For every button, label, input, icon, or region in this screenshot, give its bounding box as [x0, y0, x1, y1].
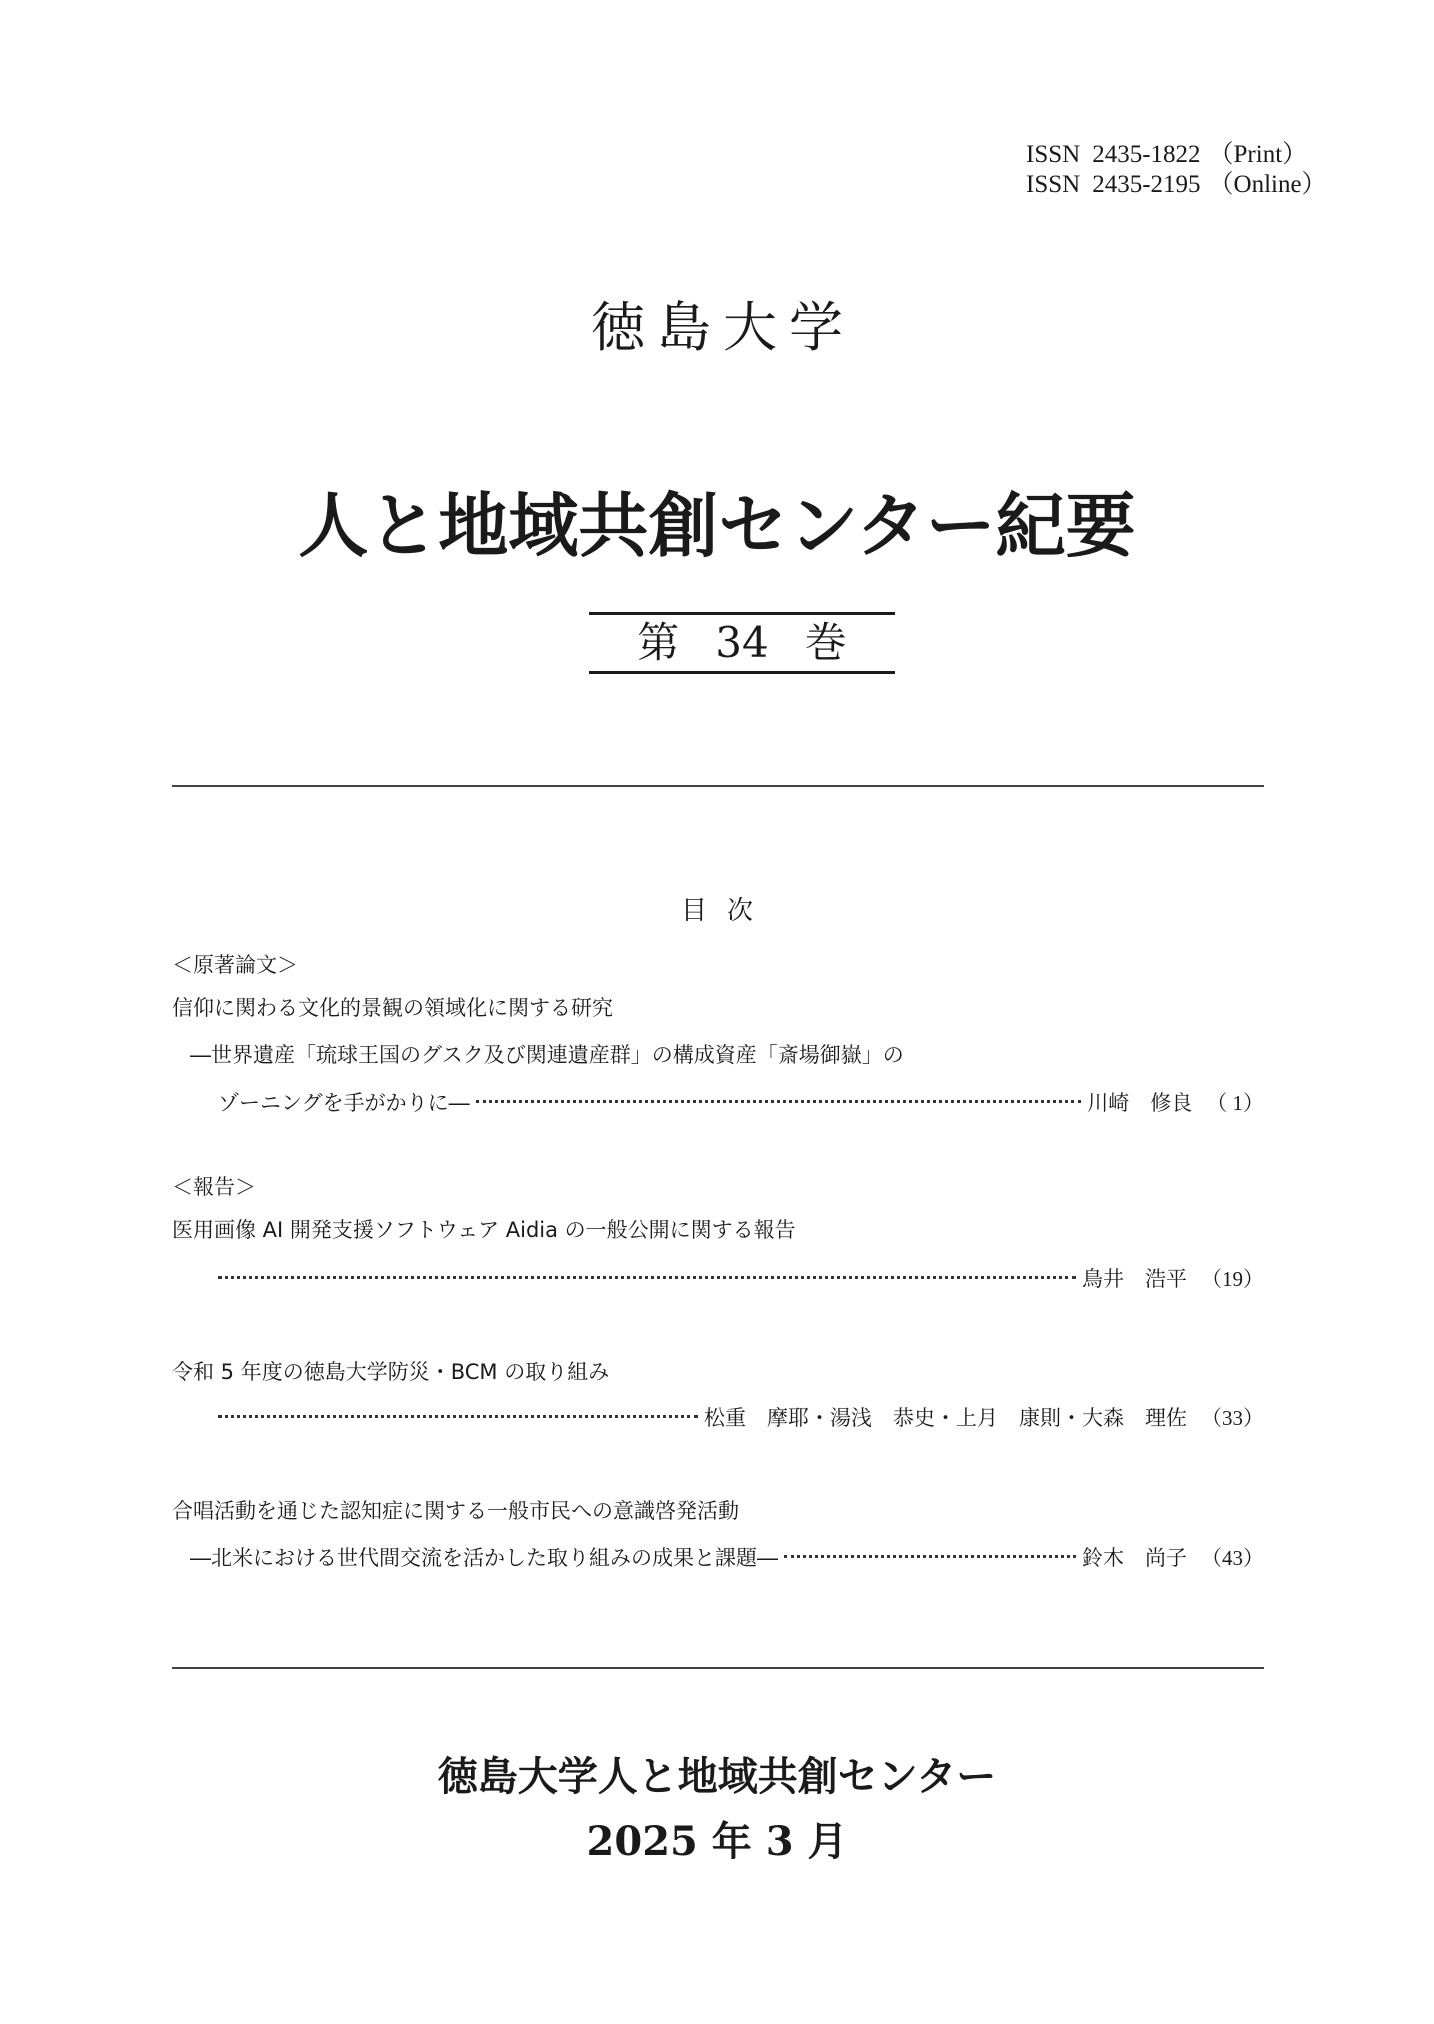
issn-print — [1026, 140, 1307, 170]
entry-title: 医用画像 AI 開発支援ソフトウェア Aidia の一般公開に関する報告 — [172, 1218, 796, 1242]
issn-label: ISSN — [1026, 141, 1081, 168]
entry-author: 鳥井 浩平 — [1082, 1267, 1187, 1291]
entry-author: 川崎 修良 — [1087, 1091, 1193, 1115]
publisher-name: 徳島大学人と地域共創センター — [437, 1753, 997, 1800]
toc-entry-4 — [190, 1543, 1264, 1573]
divider-top — [172, 785, 1264, 787]
journal-title: 人と地域共創センター紀要 — [298, 484, 1136, 567]
toc-entry-3 — [218, 1403, 1264, 1433]
volume-number: 34 — [715, 618, 769, 667]
dot-leader — [784, 1555, 1076, 1558]
entry-title: 令和 5 年度の徳島大学防災・BCM の取り組み — [172, 1360, 610, 1384]
university-name: 徳島大学 — [591, 296, 855, 359]
issn-label: ISSN — [1026, 171, 1081, 198]
entry-title: 信仰に関わる文化的景観の領域化に関する研究 — [172, 996, 613, 1020]
entry-page: （19） — [1201, 1267, 1264, 1291]
entry-subtitle: ―世界遺産「琉球王国のグスク及び関連遺産群」の構成資産「斎場御嶽」の — [190, 1043, 904, 1067]
issn-number: 2435-1822 — [1092, 141, 1201, 168]
section-label-original: ＜原著論文＞ — [172, 953, 298, 977]
issn-number: 2435-2195 — [1092, 171, 1201, 198]
entry-title: 合唱活動を通じた認知症に関する一般市民への意識啓発活動 — [172, 1499, 739, 1523]
issn-kind: （Print） — [1208, 141, 1308, 168]
issn-online — [1026, 170, 1327, 200]
entry-subtitle: ゾーニングを手がかりに― — [218, 1091, 470, 1115]
issn-kind: （Online） — [1208, 171, 1327, 198]
entry-author: 鈴木 尚子 — [1082, 1546, 1187, 1570]
volume-box — [589, 612, 895, 674]
entry-page: （33） — [1201, 1406, 1264, 1430]
entry-author: 松重 摩耶・湯浅 恭史・上月 康則・大森 理佐 — [704, 1406, 1187, 1430]
entry-page: （ 1） — [1206, 1091, 1264, 1115]
volume-prefix: 第 — [637, 618, 680, 667]
divider-bottom — [172, 1667, 1264, 1669]
toc-entry-1 — [218, 1088, 1264, 1118]
entry-subtitle: ―北米における世代間交流を活かした取り組みの成果と課題― — [190, 1546, 778, 1570]
publication-date: 2025 年 3 月 — [586, 1818, 848, 1865]
volume-suffix: 巻 — [804, 618, 847, 667]
dot-leader — [476, 1100, 1082, 1103]
dot-leader — [218, 1276, 1076, 1279]
toc-heading: 目次 — [680, 896, 773, 926]
entry-page: （43） — [1201, 1546, 1264, 1570]
dot-leader — [218, 1415, 698, 1418]
toc-entry-2 — [218, 1264, 1264, 1294]
section-label-report: ＜報告＞ — [172, 1175, 256, 1199]
